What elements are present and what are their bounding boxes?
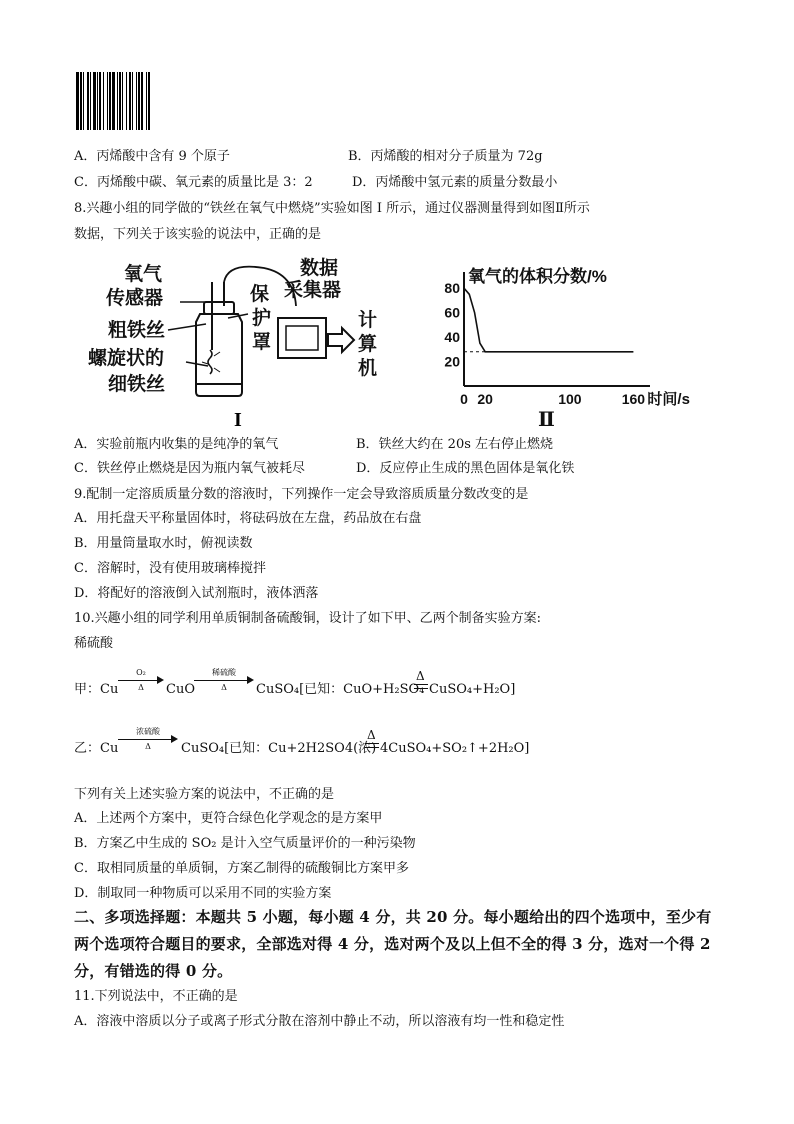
section2-heading-line2: 两个选项符合题目的要求，全部选对得 4 分，选对两个及以上但不全的得 3 分，选对一个得 2 bbox=[74, 935, 711, 953]
yi-known-products: 4CuSO₄+SO₂↑+2H₂O] bbox=[380, 741, 530, 756]
label-collector-2: 采集器 bbox=[284, 280, 342, 301]
barcode-bar bbox=[97, 72, 98, 130]
barcode-bar bbox=[136, 72, 137, 130]
q8-option-a: A．实验前瓶内收集的是纯净的氧气 bbox=[74, 437, 279, 452]
x-tick-label: 160 bbox=[621, 391, 646, 407]
label-collector-1: 数据 bbox=[300, 258, 339, 279]
jia-prefix: 甲：Cu bbox=[74, 682, 119, 697]
barcode-bar bbox=[76, 72, 79, 130]
barcode-bar bbox=[87, 72, 89, 130]
y-tick-label: 80 bbox=[444, 280, 460, 297]
barcode-bar bbox=[83, 72, 84, 130]
y-tick-label: 40 bbox=[444, 329, 460, 346]
figure-1-apparatus bbox=[88, 258, 388, 434]
barcode-bar bbox=[138, 72, 140, 130]
jia-arrow-2-bottom: Δ bbox=[221, 683, 227, 692]
q10-question: 下列有关上述实验方案的说法中，不正确的是 bbox=[74, 787, 335, 802]
yi-known-equation: CuSO₄[已知：Cu+2H2SO4(浓) bbox=[181, 741, 377, 756]
barcode bbox=[76, 72, 210, 130]
x-tick-label: 100 bbox=[558, 391, 582, 407]
q7-option-b: B．丙烯酸的相对分子质量为 72g bbox=[348, 149, 543, 164]
barcode-bar bbox=[103, 72, 104, 130]
q9-option-a: A．用托盘天平称量固体时，将砝码放在左盘，药品放在右盘 bbox=[74, 511, 422, 526]
q9-stem: 9.配制一定溶质质量分数的溶液时，下列操作一定会导致溶质质量分数改变的是 bbox=[74, 487, 529, 502]
yi-arrow-bottom: Δ bbox=[145, 742, 151, 751]
barcode-bar bbox=[93, 72, 96, 130]
q8-option-d: D．反应停止生成的黑色固体是氧化铁 bbox=[356, 461, 575, 476]
barcode-bar bbox=[122, 72, 123, 130]
barcode-bar bbox=[126, 72, 127, 130]
figure-1-caption: I bbox=[234, 409, 242, 431]
jia-known-equation: CuSO₄[已知：CuO+H₂SO₄ bbox=[256, 682, 425, 697]
q7-option-d: D．丙烯酸中氢元素的质量分数最小 bbox=[352, 175, 558, 190]
label-o2-sensor-2: 传感器 bbox=[106, 288, 164, 309]
label-computer-3: 机 bbox=[358, 358, 378, 379]
q11-stem: 11.下列说法中，不正确的是 bbox=[74, 989, 238, 1004]
jia-arrow-1 bbox=[118, 668, 164, 696]
jia-equals-top bbox=[414, 684, 428, 685]
jia-known-products: CuSO₄+H₂O] bbox=[429, 682, 516, 697]
jia-delta: Δ bbox=[416, 669, 425, 683]
y-tick-label: 60 bbox=[444, 304, 460, 321]
section2-heading-line1: 二、多项选择题：本题共 5 小题，每小题 4 分，共 20 分。每小题给出的四个选项中，至少有 bbox=[74, 908, 712, 926]
jia-arrow-2-top: 稀硫酸 bbox=[212, 668, 236, 677]
q7-option-a: A．丙烯酸中含有 9 个原子 bbox=[74, 149, 230, 164]
x-tick-label: 20 bbox=[477, 391, 493, 407]
label-fine-wire-1: 螺旋状的 bbox=[88, 348, 165, 369]
q8-option-b: B．铁丝大约在 20s 左右停止燃烧 bbox=[356, 437, 554, 452]
barcode-bar bbox=[148, 72, 150, 130]
label-fine-wire-2: 细铁丝 bbox=[108, 374, 166, 395]
yi-delta: Δ bbox=[367, 728, 376, 742]
q8-stem-line1: 8.兴趣小组的同学做的“铁丝在氧气中燃烧”实验如图 I 所示，通过仪器测量得到如图Ⅱ所示 bbox=[74, 201, 590, 216]
q10-option-a: A．上述两个方案中，更符合绿色化学观念的是方案甲 bbox=[74, 811, 383, 826]
series-line bbox=[464, 288, 633, 352]
barcode-bar bbox=[109, 72, 111, 130]
yi-arrow-top: 浓硫酸 bbox=[136, 727, 160, 736]
barcode-bar bbox=[129, 72, 131, 130]
barcode-bar bbox=[90, 72, 91, 130]
barcode-bar bbox=[132, 72, 133, 130]
label-computer-1: 计 bbox=[358, 310, 378, 331]
q7-option-c: C．丙烯酸中碳、氧元素的质量比是 3：2 bbox=[74, 175, 313, 190]
q10-stem: 10.兴趣小组的同学利用单质铜制备硫酸铜，设计了如下甲、乙两个制备实验方案: bbox=[74, 611, 542, 626]
q10-option-d: D．制取同一种物质可以采用不同的实验方案 bbox=[74, 886, 332, 901]
x-tick-label: 0 bbox=[460, 391, 468, 407]
barcode-bar bbox=[107, 72, 108, 130]
label-coarse-wire: 粗铁丝 bbox=[108, 320, 166, 341]
jia-arrow-1-top: O₂ bbox=[136, 668, 146, 677]
label-computer-2: 算 bbox=[358, 334, 378, 355]
q8-option-c: C．铁丝停止燃烧是因为瓶内氧气被耗尽 bbox=[74, 461, 305, 476]
barcode-bar bbox=[119, 72, 121, 130]
barcode-bar bbox=[141, 72, 143, 130]
q10-option-b: B．方案乙中生成的 SO₂ 是计入空气质量评价的一种污染物 bbox=[74, 836, 416, 851]
jia-arrow-2 bbox=[194, 668, 254, 696]
figure-2-caption: Ⅱ bbox=[538, 409, 555, 431]
chart-y-label: 氧气的体积分数/% bbox=[468, 267, 607, 286]
yi-arrow bbox=[118, 727, 178, 755]
figure-2-chart bbox=[430, 262, 690, 434]
q10-option-c: C．取相同质量的单质铜，方案乙制得的硫酸铜比方案甲多 bbox=[74, 861, 409, 876]
label-o2-sensor-1: 氧气 bbox=[124, 264, 163, 285]
barcode-bar bbox=[146, 72, 147, 130]
jia-arrow-1-bottom: Δ bbox=[138, 683, 144, 692]
barcode-bar bbox=[99, 72, 101, 130]
label-shield-2: 护 bbox=[252, 308, 272, 329]
barcode-bar bbox=[112, 72, 115, 130]
q10-dilute-acid: 稀硫酸 bbox=[74, 636, 114, 651]
chart-x-label: 时间/s bbox=[647, 391, 690, 408]
label-shield-3: 罩 bbox=[252, 332, 272, 353]
jia-intermediate: CuO bbox=[166, 682, 195, 697]
q8-stem-line2: 数据，下列关于该实验的说法中，正确的是 bbox=[74, 227, 322, 242]
section2-heading-line3: 分，有错选的得 0 分。 bbox=[74, 962, 233, 980]
q9-option-c: C．溶解时，没有使用玻璃棒搅拌 bbox=[74, 561, 266, 576]
y-tick-label: 20 bbox=[444, 353, 460, 370]
yi-equals-bottom bbox=[365, 747, 379, 748]
q9-option-b: B．用量筒量取水时，俯视读数 bbox=[74, 536, 253, 551]
jia-equals-bottom bbox=[414, 688, 428, 689]
yi-equals-top bbox=[365, 743, 379, 744]
barcode-bar bbox=[80, 72, 82, 130]
yi-prefix: 乙：Cu bbox=[74, 741, 119, 756]
label-shield-1: 保 bbox=[250, 284, 270, 305]
q11-option-a: A．溶液中溶质以分子或离子形式分散在溶剂中静止不动，所以溶液有均一性和稳定性 bbox=[74, 1014, 565, 1029]
barcode-bar bbox=[117, 72, 118, 130]
q9-option-d: D．将配好的溶液倒入试剂瓶时，液体洒落 bbox=[74, 586, 319, 601]
